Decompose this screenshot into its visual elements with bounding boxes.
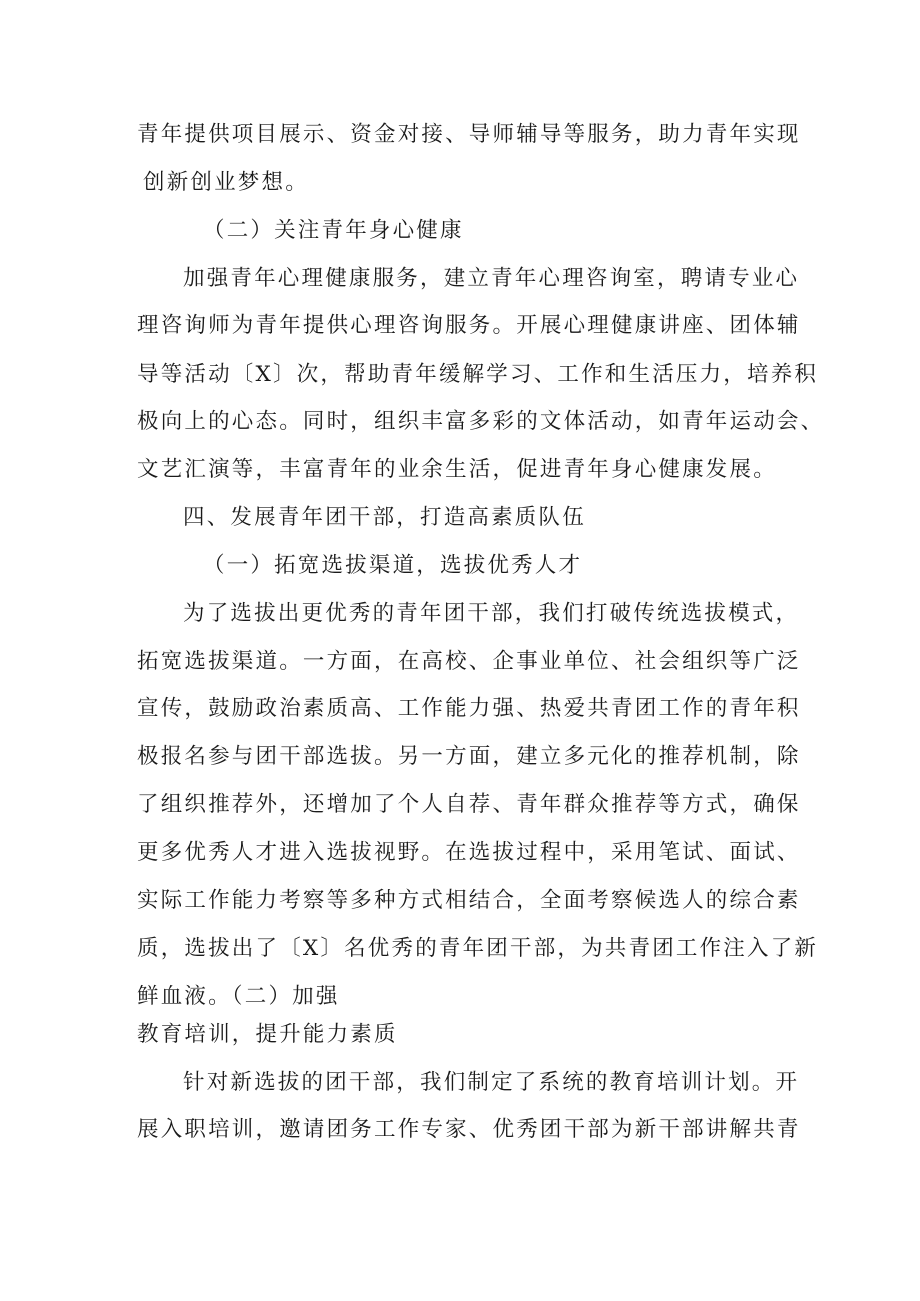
text-line-13: 宣传，鼓励政治素质高、工作能力强、热爱共青团工作的青年积	[137, 696, 801, 721]
text-line-7: 极向上的心态。同时，组织丰富多彩的文体活动，如青年运动会、	[137, 409, 825, 434]
text-line-2: 创新创业梦想。	[143, 170, 309, 195]
text-line-22: 展入职培训，邀请团务工作专家、优秀团干部为新干部讲解共青	[137, 1117, 801, 1142]
text-line-18: 质，选拔出了〔X〕名优秀的青年团干部，为共青团工作注入了新	[137, 936, 819, 961]
text-line-14: 极报名参与团干部选拔。另一方面，建立多元化的推荐机制，除	[137, 744, 801, 769]
text-line-8: 文艺汇演等，丰富青年的业余生活，促进青年身心健康发展。	[137, 457, 777, 482]
text-line-15: 了组织推荐外，还增加了个人自荐、青年群众推荐等方式，确保	[137, 792, 801, 817]
subsection-heading-4-1: （一）拓宽选拔渠道，选拔优秀人才	[203, 553, 583, 578]
text-line-1: 青年提供项目展示、资金对接、导师辅导等服务，助力青年实现	[137, 122, 801, 147]
text-line-6: 导等活动〔X〕次，帮助青年缓解学习、工作和生活压力，培养积	[137, 362, 819, 387]
text-line-12: 拓宽选拔渠道。一方面，在高校、企事业单位、社会组织等广泛	[137, 649, 801, 674]
section-heading-4: 四、发展青年团干部，打造高素质队伍	[183, 505, 586, 530]
text-line-5: 理咨询师为青年提供心理咨询服务。开展心理健康讲座、团体辅	[137, 313, 801, 338]
text-line-19: 鲜血液。（二）加强	[137, 984, 340, 1009]
subsection-heading-4-2: 教育培训，提升能力素质	[137, 1022, 398, 1047]
text-line-21: 针对新选拔的团干部，我们制定了系统的教育培训计划。开	[183, 1070, 800, 1095]
text-line-17: 实际工作能力考察等多种方式相结合，全面考察候选人的综合素	[137, 888, 801, 913]
text-line-4: 加强青年心理健康服务，建立青年心理咨询室，聘请专业心	[183, 266, 800, 291]
section-heading-2: （二）关注青年身心健康	[203, 218, 464, 243]
text-line-16: 更多优秀人才进入选拔视野。在选拔过程中，采用笔试、面试、	[137, 840, 801, 865]
text-line-11: 为了选拔出更优秀的青年团干部，我们打破传统选拔模式，	[183, 601, 800, 626]
